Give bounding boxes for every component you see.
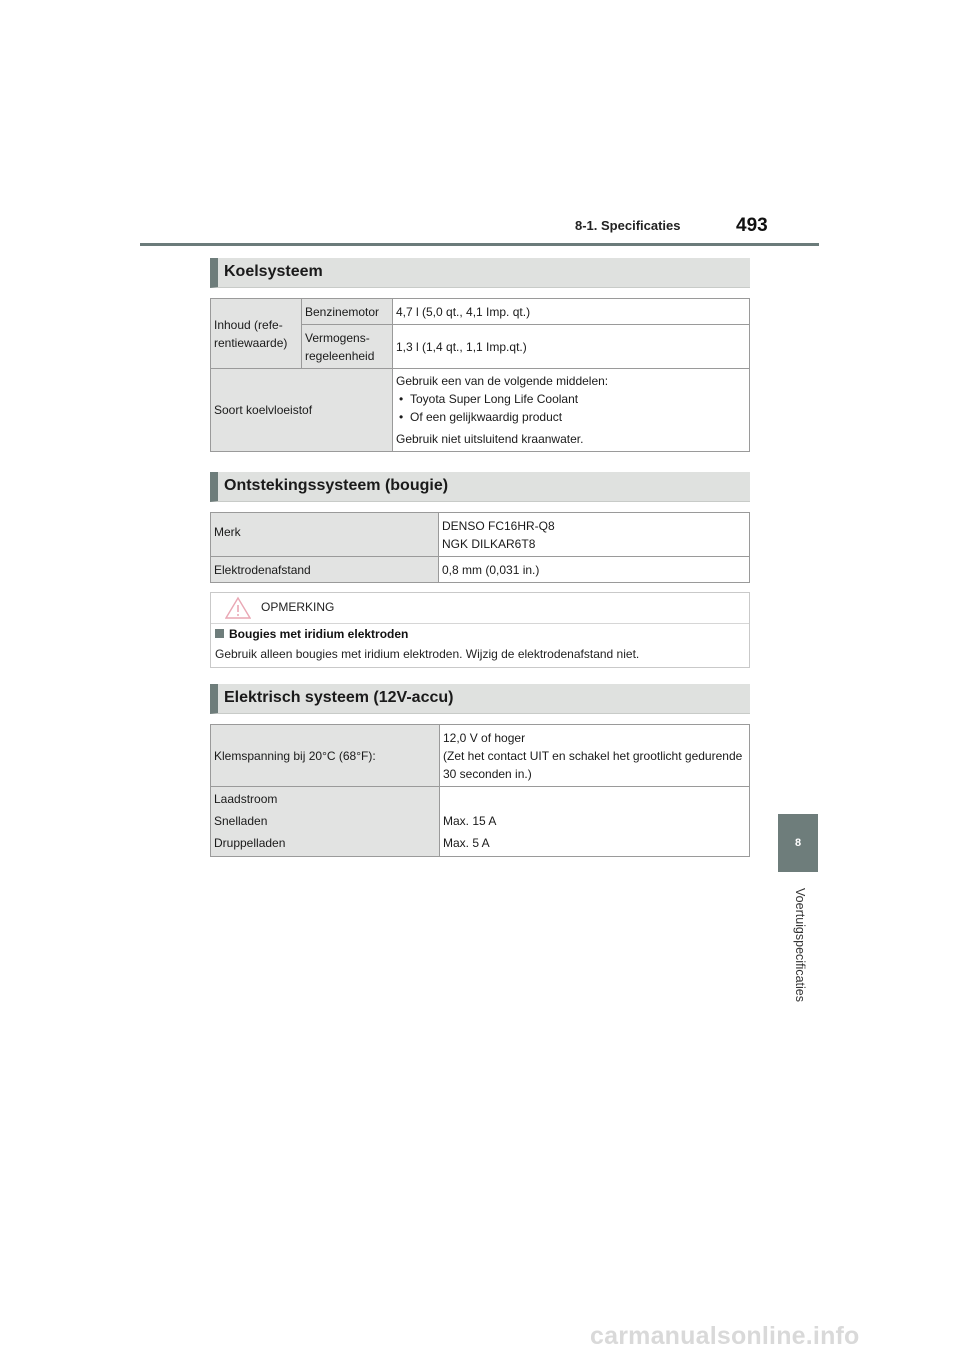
pcu-label: Vermogens-regeleenheid <box>302 325 393 369</box>
coolant-item: • Toyota Super Long Life Coolant <box>396 390 746 408</box>
coolant-intro: Gebruik een van de volgende middelen: <box>396 374 609 388</box>
chapter-tab: 8 <box>778 814 818 872</box>
voltage-note: (Zet het contact UIT en schakel het grootlicht gedurende 30 seconden in.) <box>443 748 743 781</box>
square-bullet-icon <box>215 629 224 638</box>
coolant-label: Soort koelvloeistof <box>211 369 393 452</box>
watermark: carmanualsonline.info <box>590 1322 860 1350</box>
brand-value <box>439 513 750 557</box>
cooling-heading: Koelsysteem <box>210 258 750 288</box>
ignition-table <box>210 512 750 583</box>
cooling-table <box>210 298 750 452</box>
coolant-list <box>396 390 746 426</box>
notice-box <box>210 592 750 668</box>
gap-value: 0,8 mm (0,031 in.) <box>439 557 750 583</box>
header-rule <box>140 243 819 246</box>
charge-label: Laadstroom <box>214 792 278 806</box>
voltage-label: Klemspanning bij 20°C (68°F): <box>211 725 440 787</box>
coolant-note: Gebruik niet uitsluitend kraanwater. <box>396 432 584 446</box>
notice-header <box>211 593 749 624</box>
voltage-value: 12,0 V of hoger <box>443 730 526 745</box>
voltage-value-cell <box>440 725 750 787</box>
warning-triangle-icon <box>225 596 251 620</box>
brand-label: Merk <box>211 513 439 557</box>
engine-label: Benzinemotor <box>302 299 393 325</box>
trickle-label: Druppelladen <box>214 836 286 850</box>
notice-subheading <box>215 627 408 641</box>
brand-ngk: NGK DILKAR6T8 <box>442 536 536 551</box>
page-number: 493 <box>736 215 768 236</box>
electrical-heading: Elektrisch systeem (12V-accu) <box>210 684 750 714</box>
charge-label-cell <box>211 787 440 857</box>
capacity-label: Inhoud (refe-rentiewaarde) <box>211 299 302 369</box>
chapter-title: Voertuigspecificaties <box>793 888 807 1002</box>
engine-value: 4,7 l (5,0 qt., 4,1 Imp. qt.) <box>393 299 750 325</box>
trickle-value: Max. 5 A <box>443 836 490 850</box>
coolant-value <box>393 369 750 452</box>
pcu-value: 1,3 l (1,4 qt., 1,1 Imp.qt.) <box>393 325 750 369</box>
fast-value: Max. 15 A <box>443 814 497 828</box>
ignition-heading: Ontstekingssysteem (bougie) <box>210 472 750 502</box>
notice-text: Gebruik alleen bougies met iridium elektroden. Wijzig de elektrodenafstand niet. <box>215 647 640 661</box>
electrical-table <box>210 724 750 857</box>
notice-subheading-text: Bougies met iridium elektroden <box>229 627 409 641</box>
charge-value-cell <box>440 787 750 857</box>
fast-label: Snelladen <box>214 814 268 828</box>
brand-denso: DENSO FC16HR-Q8 <box>442 518 555 533</box>
section-label: 8-1. Specificaties <box>575 218 681 233</box>
coolant-item: • Of een gelijkwaardig product <box>396 408 746 426</box>
notice-title: OPMERKING <box>261 600 335 614</box>
gap-label: Elektrodenafstand <box>211 557 439 583</box>
